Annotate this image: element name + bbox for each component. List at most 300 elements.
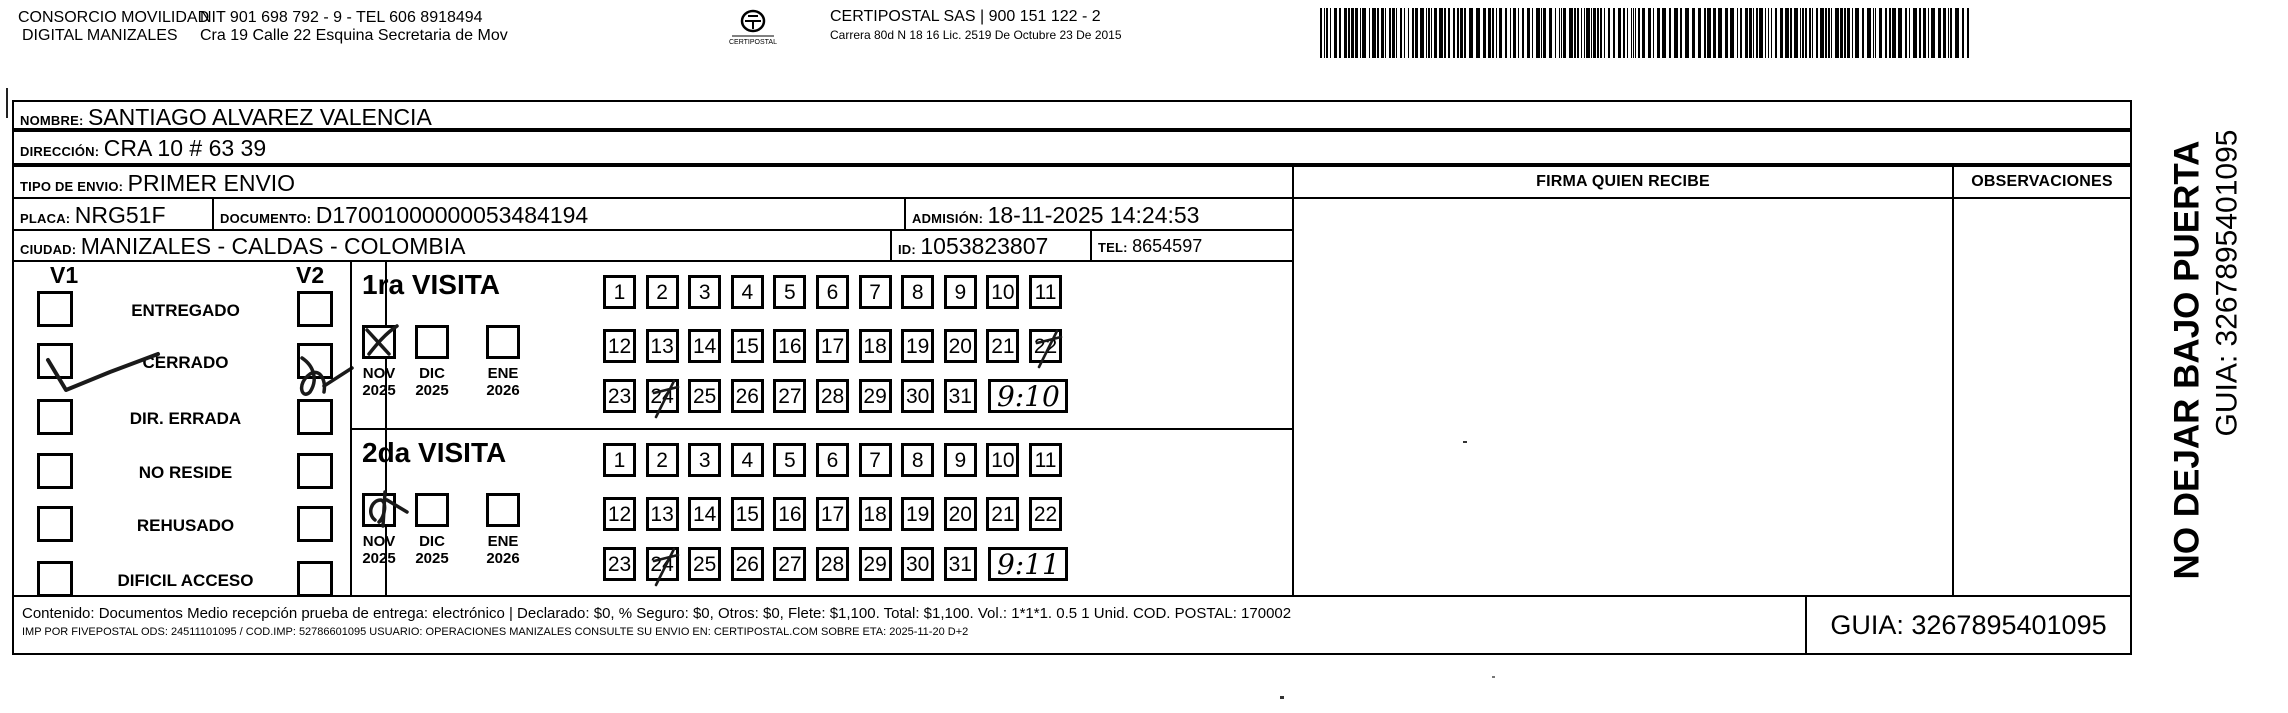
day-number: 26 [735,553,759,576]
day-number: 18 [863,503,887,526]
day-box[interactable] [646,275,679,309]
day-number: 3 [698,281,711,304]
day-box[interactable] [944,497,977,531]
day-number: 2 [656,449,668,472]
barcode-bar [1360,8,1361,58]
admision-cell [904,197,1294,231]
barcode-bar [1369,8,1370,58]
barcode-bar [1765,8,1766,58]
tel-label: TEL: [1098,240,1128,255]
barcode-bar [1330,8,1331,58]
day-number: 8 [911,281,924,304]
day-number: 19 [906,335,930,358]
barcode-bar [1780,8,1783,58]
day-number: 11 [1034,281,1057,304]
barcode-bar [1873,8,1874,58]
barcode-bar [1948,8,1949,58]
month-label: NOV [362,533,396,550]
barcode-bar [1536,8,1540,58]
day-number: 24 [650,385,674,408]
barcode-bar [1577,8,1579,58]
v1-checkbox[interactable] [37,561,73,597]
firma-label: FIRMA QUIEN RECIBE [1536,173,1710,190]
barcode-bar [1381,8,1384,58]
day-box[interactable] [731,275,764,309]
day-number: 14 [693,335,717,358]
no-dejar-warning: NO DEJAR BAJO PUERTA [2167,140,2207,580]
day-box[interactable] [816,547,849,581]
day-box[interactable] [688,547,721,581]
barcode-bar [1431,8,1432,58]
footer-info [12,595,1807,655]
day-box[interactable] [1029,443,1062,477]
day-box[interactable] [816,497,849,531]
day-box[interactable] [859,329,892,363]
day-box[interactable] [688,275,721,309]
barcode-bar [1759,8,1763,58]
imp-text: IMP POR FIVEPOSTAL ODS: 24511101095 / COD.IMP: 52786601095 USUARIO: OPERACIONES MANIZALES CONSULTE SU ENVIO EN: CERTIPOSTAL.COM SOBRE ETA: 2025-11-20 D+2 [22,626,969,638]
day-box[interactable] [859,547,892,581]
barcode-bar [1453,8,1455,58]
nombre-label: NOMBRE: [20,113,84,128]
barcode-bar [1633,8,1634,58]
barcode-bar [1698,8,1701,58]
barcode-bar [1420,8,1424,58]
day-number: 31 [948,385,972,408]
day-box[interactable] [816,275,849,309]
barcode-bar [1950,8,1952,58]
status-label: NO RESIDE [138,463,233,482]
day-box[interactable] [773,275,806,309]
day-box[interactable] [603,275,636,309]
day-box[interactable] [944,443,977,477]
barcode-bar [1510,8,1511,58]
barcode-bar [1835,8,1839,58]
barcode-bar [1448,8,1450,58]
v1-label: V1 [50,262,79,288]
direccion-value: CRA 10 # 63 39 [103,135,267,161]
day-number: 13 [650,335,674,358]
day-box[interactable] [816,443,849,477]
barcode-bar [1555,8,1556,58]
scan-mark [6,88,8,118]
barcode-bar [1855,8,1859,58]
day-box[interactable] [773,547,806,581]
day-box[interactable] [816,379,849,413]
day-number: 7 [869,281,881,304]
observaciones-label: OBSERVACIONES [1971,173,2113,190]
barcode-bar [1852,8,1853,58]
barcode-bar [1334,8,1337,58]
day-box[interactable] [646,329,679,363]
barcode-bar [1768,8,1769,58]
barcode-bar [1522,8,1524,58]
day-box[interactable] [986,443,1019,477]
day-number: 11 [1034,449,1057,472]
company-line-1: CONSORCIO MOVILIDAD [18,9,210,26]
barcode-bar [1631,8,1632,58]
day-number: 1 [613,449,626,472]
barcode-bar [1593,8,1596,58]
day-number: 25 [693,385,717,408]
observaciones-header [1952,165,2132,199]
barcode-bar [1680,8,1682,58]
barcode-bar [1875,8,1876,58]
barcode-bar [1816,8,1818,58]
barcode-bar [1561,8,1562,58]
status-label: CERRADO [142,353,229,372]
barcode-bar [1400,8,1402,58]
barcode-bar [1820,8,1824,58]
v2-label: V2 [296,262,325,288]
barcode-bar [1527,8,1530,58]
day-box[interactable] [816,329,849,363]
barcode-bar [1831,8,1832,58]
barcode-bar [1790,8,1792,58]
day-box[interactable] [901,329,934,363]
carrier-line: CERTIPOSTAL SAS | 900 151 122 - 2 [830,8,1101,25]
day-number: 14 [693,503,717,526]
day-box[interactable] [901,547,934,581]
visit-title: 1ra VISITA [362,269,500,300]
day-number: 3 [698,449,711,472]
day-number: 17 [820,335,845,358]
barcode-bar [1718,8,1722,58]
barcode-bar [1685,8,1689,58]
v2-checkbox[interactable] [297,291,333,327]
v1-checkbox[interactable] [37,453,73,489]
barcode-bar [1559,8,1560,58]
visit-title: 2da VISITA [362,437,507,468]
day-number: 15 [735,503,759,526]
v1-checkbox[interactable] [37,506,73,542]
barcode-bar [1439,8,1443,58]
visit-time: 9:10 [996,380,1060,413]
day-box[interactable] [731,443,764,477]
year-label: 2025 [415,382,449,399]
day-mark [644,541,688,591]
day-number: 9 [954,281,967,304]
barcode-bar [1923,8,1926,58]
barcode-bar [1569,8,1573,58]
day-number: 28 [820,553,845,576]
v2-checkbox[interactable] [297,561,333,597]
svg-text:CERTIPOSTAL: CERTIPOSTAL [729,39,777,46]
day-box[interactable] [603,329,636,363]
admision-value: 18-11-2025 14:24:53 [987,202,1200,228]
barcode-bar [1745,8,1748,58]
barcode-bar [1351,8,1354,58]
barcode-bar [1749,8,1752,58]
barcode-bar [1753,8,1754,58]
firma-area [1292,197,1954,597]
day-box[interactable] [688,443,721,477]
barcode-bar [1618,8,1621,58]
day-box[interactable] [646,443,679,477]
month-label: ENE [487,533,519,550]
barcode-bar [1412,8,1414,58]
barcode-bar [1938,8,1941,58]
day-mark [644,373,688,423]
barcode-bar [1707,8,1711,58]
day-number: 5 [784,449,796,472]
ciudad-cell [12,229,892,262]
barcode-bar [1434,8,1437,58]
day-box[interactable] [859,443,892,477]
barcode-bar [1499,8,1502,58]
day-box[interactable] [901,275,934,309]
day-box[interactable] [944,275,977,309]
day-box[interactable] [859,497,892,531]
barcode-bar [1488,8,1491,58]
tipo-label: TIPO DE ENVIO: [20,179,124,194]
barcode-bar [1608,8,1610,58]
day-box[interactable] [944,379,977,413]
day-box[interactable] [731,547,764,581]
observaciones-area [1952,197,2132,597]
barcode-bar [1756,8,1758,58]
barcode-bar [1604,8,1605,58]
day-number: 1 [613,281,626,304]
day-box[interactable] [773,379,806,413]
barcode-bar [1541,8,1542,58]
barcode-bar [1740,8,1742,58]
header [0,0,1330,50]
barcode-bar [1496,8,1497,58]
month-caption [407,365,457,399]
barcode-bar [1642,8,1645,58]
day-box[interactable] [731,497,764,531]
barcode-bar [1464,8,1466,58]
day-box[interactable] [603,443,636,477]
day-box[interactable] [688,379,721,413]
barcode-bar [1623,8,1625,58]
barcode-bar [1320,8,1322,58]
barcode-bar [1885,8,1887,58]
time-box[interactable] [988,547,1068,581]
day-box[interactable] [859,275,892,309]
tel-cell [1090,229,1294,262]
barcode-bar [1771,8,1772,58]
day-box[interactable] [901,443,934,477]
barcode-bar [1669,8,1671,58]
day-box[interactable] [646,497,679,531]
day-number: 20 [948,503,972,526]
guia-box-text: GUIA: 3267895401095 [1830,610,2107,640]
barcode-bar [1444,8,1446,58]
barcode-bar [1505,8,1507,58]
barcode-bar [1392,8,1395,58]
day-box[interactable] [773,329,806,363]
barcode-bar [1892,8,1896,58]
barcode-bar [1967,8,1969,58]
side-text [2145,100,2244,655]
nombre-value: SANTIAGO ALVAREZ VALENCIA [87,104,432,130]
barcode-bar [1657,8,1660,58]
barcode-bar [1597,8,1599,58]
day-box[interactable] [986,497,1019,531]
barcode-bar [1460,8,1463,58]
barcode-bar [1812,8,1813,58]
day-box[interactable] [731,379,764,413]
barcode-bar [1348,8,1350,58]
barcode-bar [1662,8,1666,58]
day-box[interactable] [1029,275,1062,309]
month-caption [407,533,457,567]
barcode-bar [1584,8,1585,58]
day-number: 16 [778,335,802,358]
barcode-bar [1492,8,1494,58]
day-box[interactable] [986,329,1019,363]
month-label: DIC [419,533,445,550]
day-number: 21 [991,503,1015,526]
barcode-bar [1469,8,1473,58]
barcode-bar [1324,8,1325,58]
barcode-bar [1408,8,1409,58]
v1-checkbox[interactable] [37,291,73,327]
documento-value: D17001000000053484194 [315,202,589,228]
day-box[interactable] [901,379,934,413]
barcode-bar [1581,8,1582,58]
barcode-bar [1543,8,1546,58]
month-label: ENE [487,365,519,382]
day-number: 2 [656,281,668,304]
id-value: 1053823807 [920,233,1049,259]
cerrado-v1-check [40,342,180,412]
day-number: 25 [693,553,717,576]
day-box[interactable] [986,275,1019,309]
ciudad-label: CIUDAD: [20,242,77,257]
barcode-bar [1613,8,1615,58]
row-direccion [12,130,2132,165]
barcode-bar [1955,8,1959,58]
month-caption [354,365,404,399]
v2-checkbox[interactable] [297,506,333,542]
id-cell [890,229,1092,262]
day-box[interactable] [688,497,721,531]
month-caption [354,533,404,567]
barcode-bar [1913,8,1917,58]
day-number: 6 [826,281,839,304]
barcode-bar [1355,8,1358,58]
day-number: 22 [1033,335,1058,358]
barcode-bar [1867,8,1871,58]
day-box[interactable] [688,329,721,363]
day-number: 29 [863,553,887,576]
day-number: 26 [735,385,759,408]
side-guia: GUIA: 3267895401095 [2210,129,2244,437]
guia-box [1805,595,2132,655]
barcode-bar [1591,8,1592,58]
day-number: 17 [820,503,845,526]
barcode-bar [1737,8,1738,58]
barcode-bar [1775,8,1777,58]
nit-line: NIT 901 698 792 - 9 - TEL 606 8918494 [200,9,483,26]
barcode-bar [1794,8,1798,58]
day-number: 10 [991,449,1015,472]
month-checkbox[interactable] [486,493,520,527]
day-number: 4 [741,281,754,304]
barcode-bar [1805,8,1807,58]
month-checkbox[interactable] [486,325,520,359]
day-box[interactable] [603,379,636,413]
day-number: 15 [735,335,759,358]
barcode-bar [1549,8,1552,58]
barcode-bar [1428,8,1430,58]
carrier-license: Carrera 80d N 18 16 Lic. 2519 De Octubre 23 De 2015 [830,28,1122,42]
id-label: ID: [898,242,916,257]
status-label: DIR. ERRADA [129,409,242,428]
barcode-bar [1962,8,1964,58]
month-caption [478,533,528,567]
day-number: 27 [778,385,802,408]
barcode-bar [1809,8,1811,58]
barcode-bar [1563,8,1566,58]
row-tipo [12,165,1294,199]
barcode-bar [1426,8,1427,58]
barcode-bar [1627,8,1628,58]
day-box[interactable] [773,443,806,477]
barcode-bar [1862,8,1864,58]
visit-time: 9:11 [996,548,1060,581]
day-number: 16 [778,503,802,526]
day-number: 6 [826,449,839,472]
placa-label: PLACA: [20,211,71,226]
barcode-bar [1518,8,1519,58]
day-box[interactable] [603,497,636,531]
day-box[interactable] [859,379,892,413]
barcode-bar [1653,8,1654,58]
barcode-bar [1635,8,1636,58]
day-box[interactable] [944,329,977,363]
day-number: 18 [863,335,887,358]
barcode-bar [1825,8,1827,58]
barcode-bar [1943,8,1946,58]
day-box[interactable] [773,497,806,531]
barcode-bar [1600,8,1602,58]
day-box[interactable] [901,497,934,531]
barcode-bar [1730,8,1734,58]
tipo-value: PRIMER ENVIO [127,170,296,196]
day-mark [1027,323,1071,373]
month-label: NOV [362,365,396,382]
barcode-bar [1713,8,1716,58]
day-box[interactable] [944,547,977,581]
barcode-bar [1802,8,1804,58]
barcode-bar [1339,8,1341,58]
barcode-bar [1483,8,1486,58]
barcode-bar [1785,8,1789,58]
day-box[interactable] [731,329,764,363]
month-caption [478,365,528,399]
barcode-bar [1704,8,1706,58]
day-number: 12 [607,503,632,526]
time-box[interactable] [988,379,1068,413]
day-box[interactable] [1029,497,1062,531]
pen-dot [1463,441,1467,443]
v2-checkbox[interactable] [297,453,333,489]
barcode-bar [1905,8,1907,58]
admision-label: ADMISIÓN: [912,211,984,226]
barcode-bar [1415,8,1418,58]
day-box[interactable] [603,547,636,581]
barcode-bar [1532,8,1533,58]
company-line-2: DIGITAL MANIZALES [22,27,178,44]
year-label: 2025 [362,382,396,399]
month-check-mark [363,486,433,536]
day-number: 20 [948,335,972,358]
barcode-bar [1638,8,1640,58]
